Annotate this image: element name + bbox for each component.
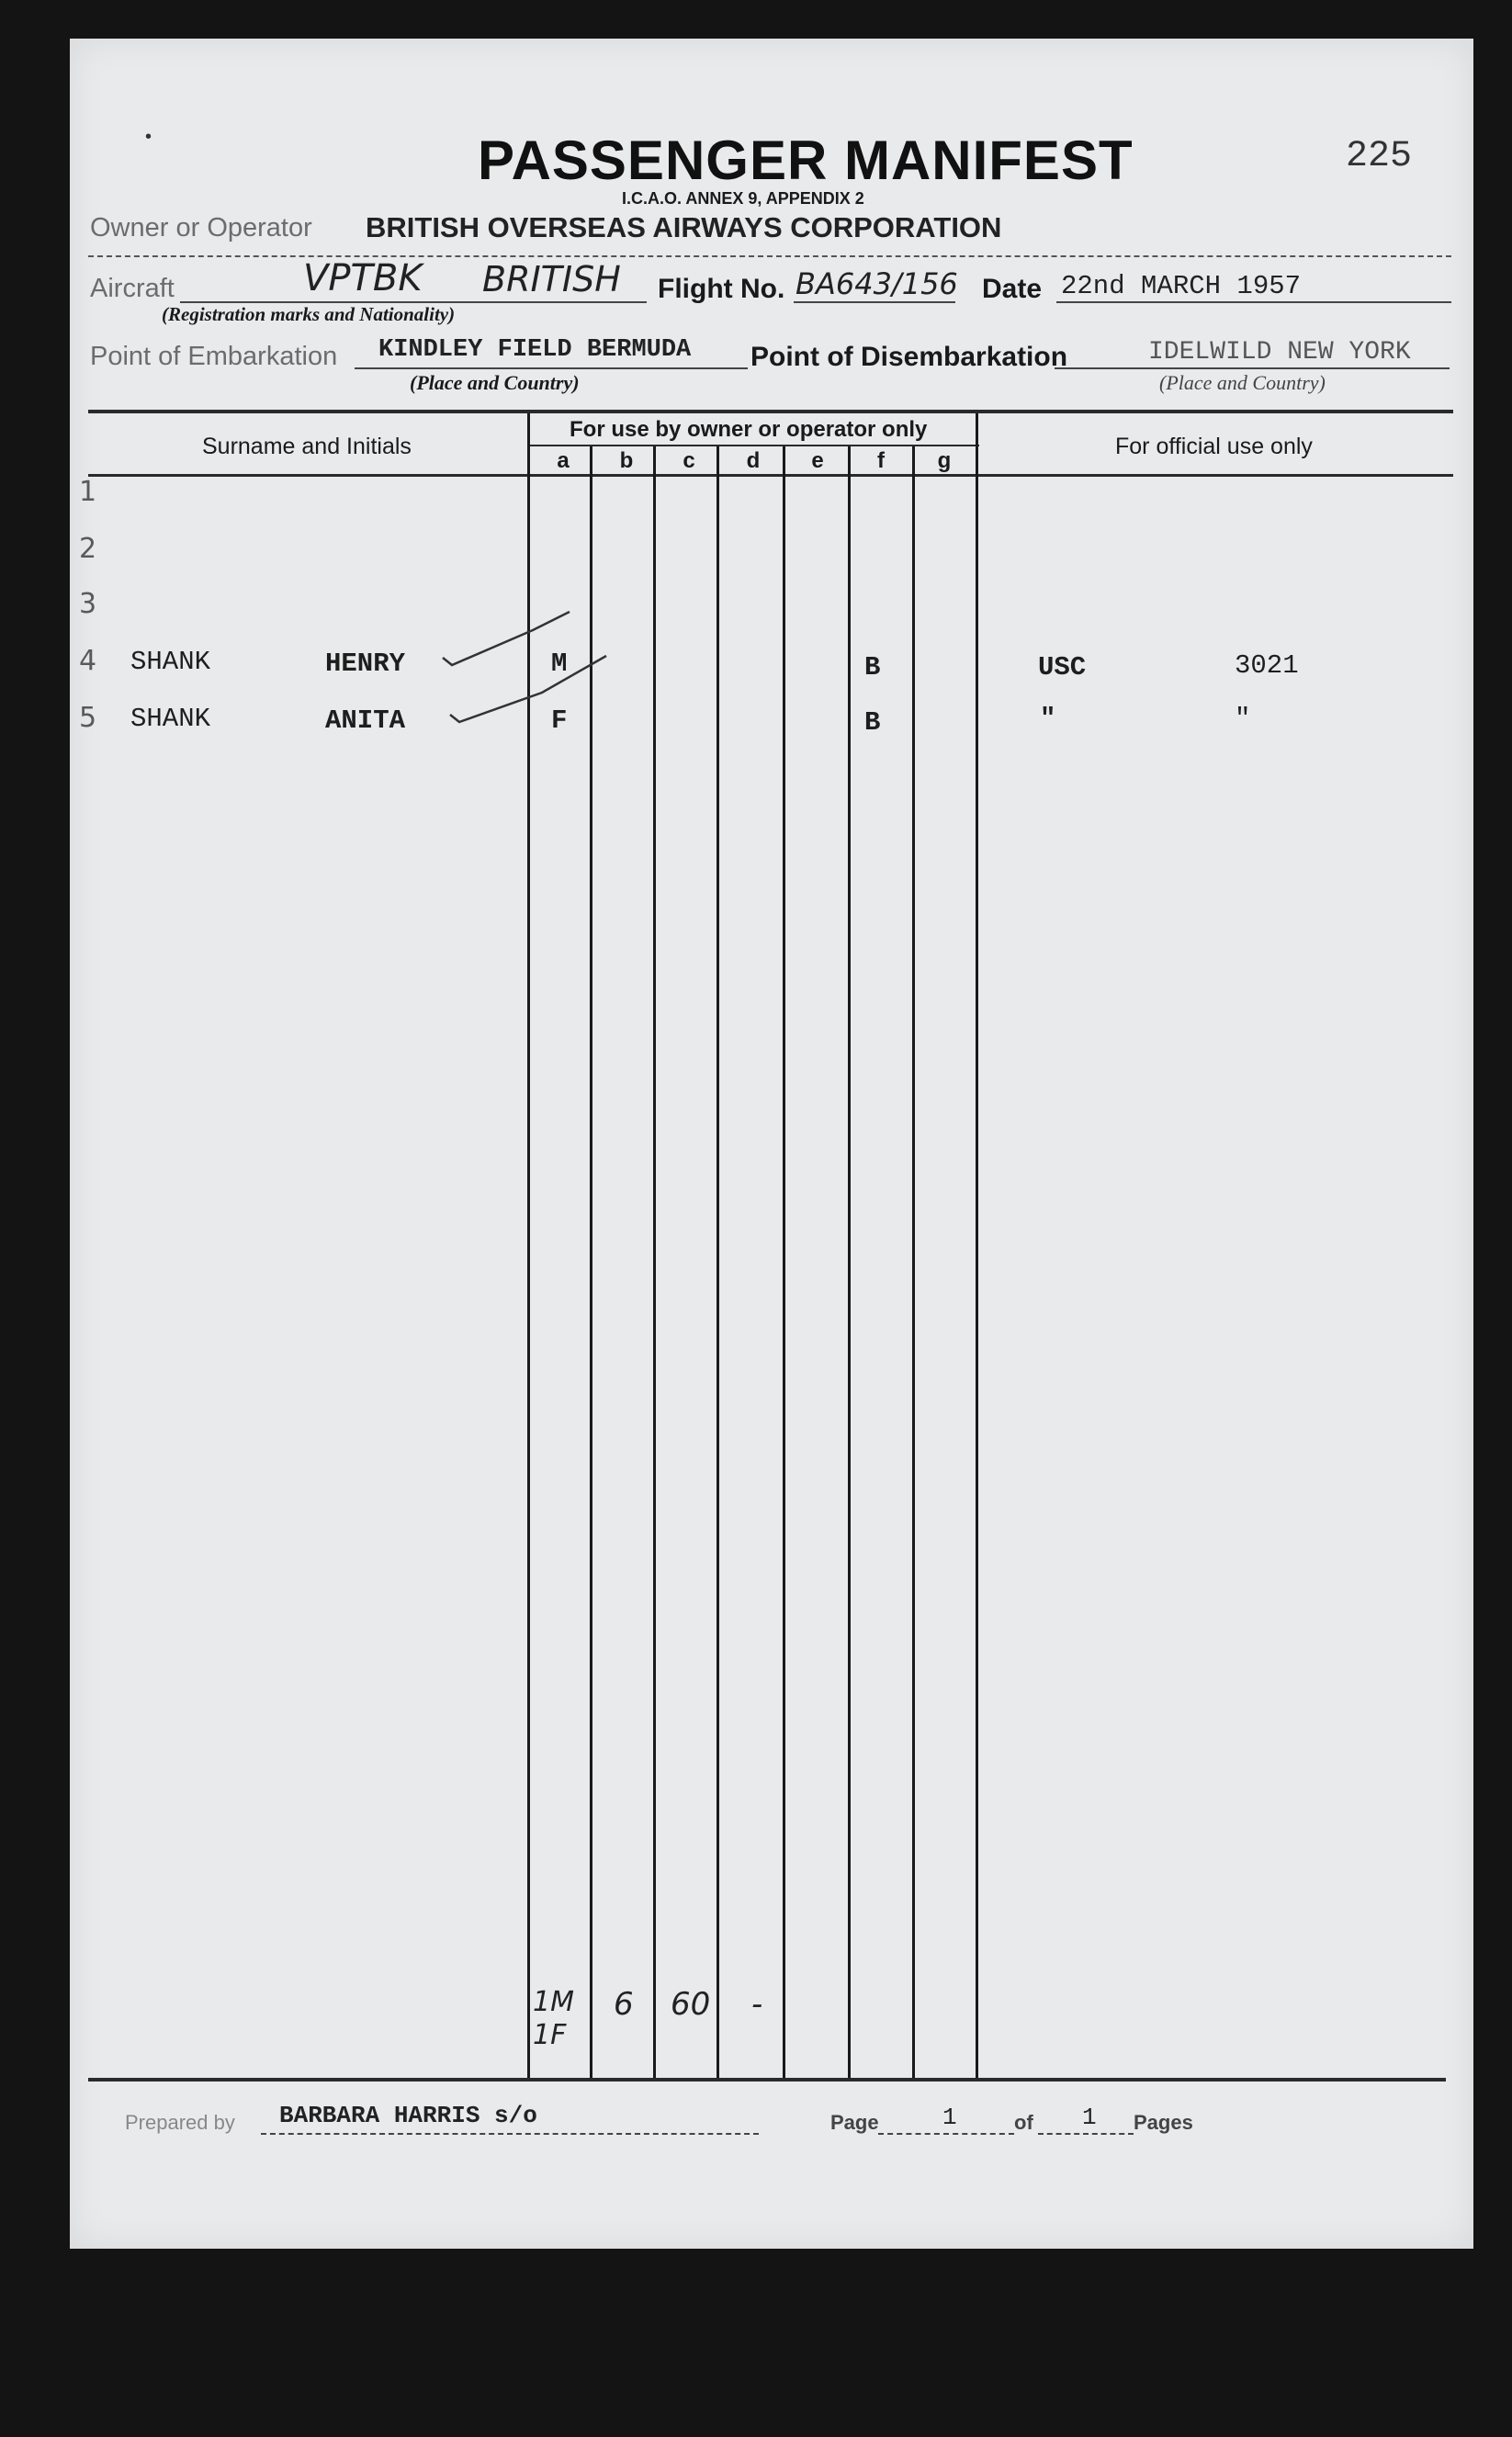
col-line-5 [848,446,851,2078]
embarkation-value: KINDLEY FIELD BERMUDA [378,336,692,364]
prepared-underline [261,2133,759,2135]
row-class: B [864,652,881,683]
corner-mark: • [145,127,152,147]
pen-tick-marks [432,588,634,735]
pages-label: Pages [1134,2111,1193,2134]
aircraft-label: Aircraft [90,274,175,303]
flight-number: BA643/156 [795,266,958,301]
aircraft-registration: VPTBK [303,257,423,299]
total-b: 6 [614,1986,634,2023]
disembarkation-note: (Place and Country) [1159,371,1326,394]
row-surname: SHANK [130,647,211,677]
of-label: of [1014,2111,1033,2134]
page-subtitle: I.C.A.O. ANNEX 9, APPENDIX 2 [622,189,864,208]
col-e-header: e [811,448,824,473]
row-number-4: 4 [79,645,97,677]
col-g-header: g [937,448,952,473]
page-title: PASSENGER MANIFEST [478,130,1134,191]
aircraft-nationality: BRITISH [482,259,621,299]
row-surname: SHANK [130,704,211,734]
date-label: Date [982,274,1043,304]
page-number: 225 [1346,136,1413,177]
col-line-7 [976,413,978,2078]
table-bottom-rule [88,2078,1446,2082]
date-value: 22nd MARCH 1957 [1061,271,1302,301]
row-number-2: 2 [79,533,97,565]
divider [88,255,1451,257]
embarkation-underline [355,367,748,369]
header-bottom-rule [88,474,1453,477]
flight-label: Flight No. [658,274,785,304]
row-official-number: " [1235,704,1251,734]
col-line-6 [912,446,915,2078]
aircraft-note: (Registration marks and Nationality) [162,303,456,325]
operator-header: For use by owner or operator only [570,417,928,442]
date-underline [1056,301,1451,303]
row-number-3: 3 [79,588,97,620]
col-line-2 [653,446,656,2078]
surname-header: Surname and Initials [202,434,412,459]
col-d-header: d [746,448,761,473]
official-header: For official use only [1115,434,1313,459]
row-sex: M [551,649,568,679]
total-c: 60 [671,1986,711,2023]
total-sex-count: 1M 1F [533,1986,574,2051]
row-number-1: 1 [79,476,97,508]
total-d: - [751,1986,763,2023]
row-class: B [864,707,881,738]
of-underline [1038,2133,1134,2135]
col-f-header: f [877,448,885,473]
row-number-5: 5 [79,702,97,734]
row-citizenship: " [1040,704,1056,734]
owner-value: BRITISH OVERSEAS AIRWAYS CORPORATION [366,211,1002,243]
prepared-label: Prepared by [125,2111,235,2134]
embarkation-note: (Place and Country) [410,371,580,394]
row-official-number: 3021 [1235,650,1299,681]
disembarkation-underline [1055,367,1450,369]
page-underline [878,2133,1014,2135]
col-b-header: b [619,448,634,473]
row-given-name: ANITA [325,705,406,736]
row-citizenship: USC [1038,652,1087,683]
col-c-header: c [683,448,695,473]
page-value: 1 [942,2104,957,2131]
owner-label: Owner or Operator [90,213,312,243]
of-value: 1 [1082,2104,1097,2131]
page-label: Page [830,2111,879,2134]
flight-underline [794,301,955,303]
col-a-header: a [557,448,570,473]
embarkation-label: Point of Embarkation [90,342,338,371]
prepared-by: BARBARA HARRIS s/o [279,2102,537,2129]
table-top-rule [88,410,1453,413]
col-line-4 [783,446,785,2078]
disembarkation-label: Point of Disembarkation [750,342,1068,372]
disembarkation-value: IDELWILD NEW YORK [1148,338,1411,367]
row-given-name: HENRY [325,649,406,679]
row-sex: F [551,705,568,736]
col-line-3 [717,446,719,2078]
